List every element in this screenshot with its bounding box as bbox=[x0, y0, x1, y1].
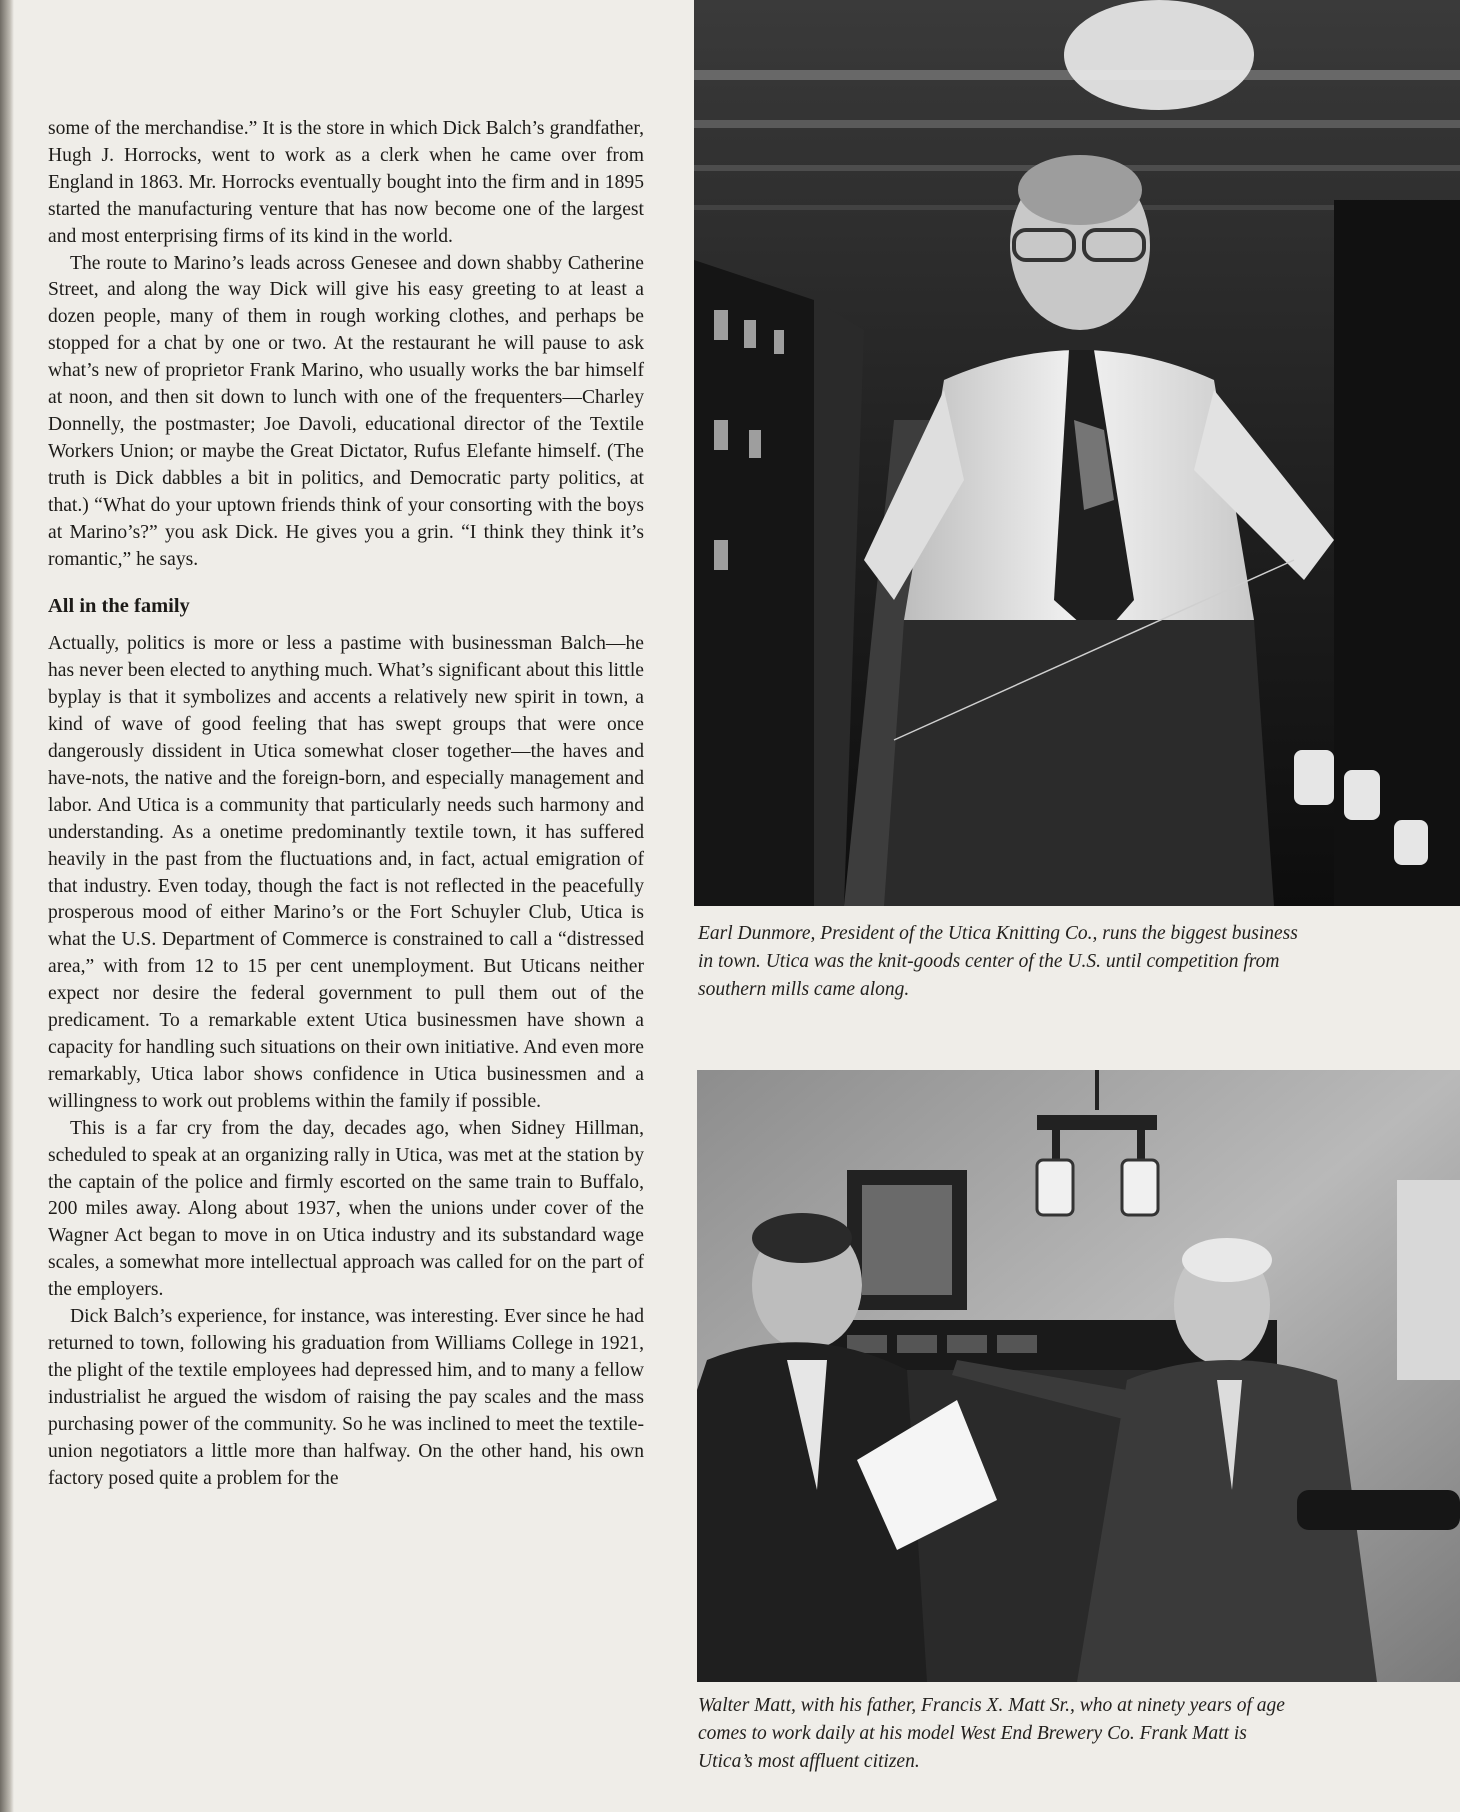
article-paragraph-2: The route to Marino’s leads across Genesee and down shabby Catherine Street, and along the way Dick will give his easy greeting to at least a dozen people, many of them in rough working clothes, and perhaps be stopped for a chat by one or two. At the restaurant he will pause to ask what’s new of proprietor Frank Marino, who usually works the bar himself at noon, and then sit down to lunch with one of the frequenters—Charley Donnelly, the postmaster; Joe Davoli, educational director of the Textile Workers Union; or maybe the Great Dictator, Rufus Elefante himself. (The truth is Dick dabbles a bit in politics, and Democratic party politics, at that.) “What do your uptown friends think of your consorting with the boys at Marino’s?” you ask Dick. He gives you a grin. “I think they think it’s romantic,” he says. bbox=[48, 252, 644, 570]
photo-knitting-mill bbox=[694, 0, 1460, 906]
article-paragraph-5: Dick Balch’s experience, for instance, was interesting. Ever since he had returned to town, following his graduation from Williams College in 1921, the plight of the textile employees had depressed him, and to many a fellow industrialist he argued the wisdom of raising the pay scales and the mass purchasing power of the community. So he was inclined to meet the textile-union negotiators a little more than halfway. On the other hand, his own factory posed quite a problem for the bbox=[48, 1306, 644, 1489]
page-binding-shadow bbox=[0, 0, 14, 1812]
photo-2-caption: Walter Matt, with his father, Francis X. Matt Sr., who at ninety years of age comes to work daily at his model West End Brewery Co. Frank Matt is Utica’s most affluent citizen. bbox=[698, 1695, 1285, 1772]
article-paragraph-3: Actually, politics is more or less a pastime with businessman Balch—he has never been elected to anything much. What’s significant about this little byplay is that it symbolizes and accents a relatively new spirit in town, a kind of wave of good feeling that has swept groups that were once dangerously dissident in Utica somewhat closer together—the haves and have-nots, the native and the foreign-born, and especially management and labor. And Utica is a community that particularly needs such harmony and understanding. As a onetime predominantly textile town, it has suffered heavily in the past from the fluctuations and, in fact, actual emigration of that industry. Even today, though the fact is not reflected in the peacefully prosperous mood of either Marino’s or the Fort Schuyler Club, Utica is what the U.S. Department of Commerce is constrained to call a “distressed area,” with from 12 to 15 per cent unemployment. But Uticans neither expect nor desire the federal government to pull them out of the predicament. To a remarkable extent Utica businessmen have shown a capacity for handling such situations on their own initiative. And even more remarkably, Utica labor shows confidence in Utica businessmen and a willingness to work out problems within the family if possible. bbox=[48, 633, 644, 1112]
article-paragraph-1: some of the merchandise.” It is the store in which Dick Balch’s grandfather, Hugh J. Horrocks, went to work as a clerk when he came over from England in 1863. Mr. Horrocks eventually bought into the firm and in 1895 started the manufacturing venture that has now become one of the largest and most enterprising firms of its kind in the world. bbox=[48, 118, 644, 247]
article-paragraph-4: This is a far cry from the day, decades ago, when Sidney Hillman, scheduled to speak at an organizing rally in Utica, was met at the station by the captain of the police and firmly escorted on the same train to Buffalo, 200 miles away. Along about 1937, when the unions under cover of the Wagner Act began to move in on Utica industry and its substandard wage scales, a somewhat more intellectual approach was called for on the part of the employers. bbox=[48, 1117, 644, 1301]
photo-1-caption: Earl Dunmore, President of the Utica Knitting Co., runs the biggest business in town. Utica was the knit-goods center of the U.S. until competition from southern mills came along. bbox=[698, 923, 1298, 1000]
photo-brewery-office bbox=[697, 1070, 1460, 1682]
article-subheading: All in the family bbox=[48, 595, 190, 618]
article-text-column bbox=[48, 116, 644, 1492]
